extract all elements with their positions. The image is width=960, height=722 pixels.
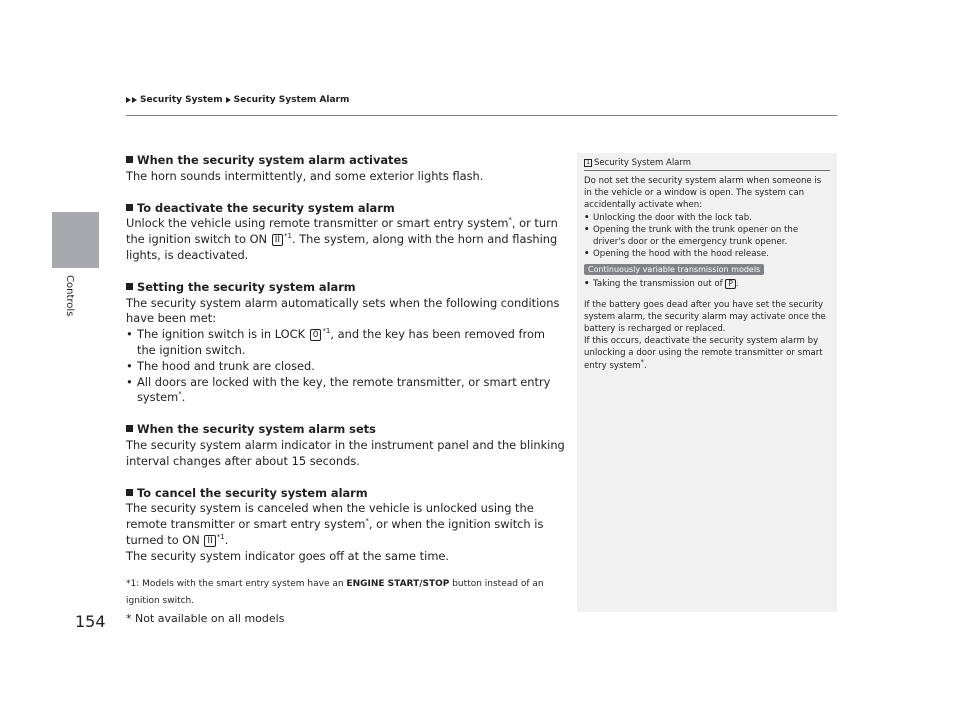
cvt-models-badge: Continuously variable transmission models	[584, 264, 764, 275]
reference-icon: 1	[584, 159, 592, 167]
paragraph: The security system alarm automatically sets when the following conditions have been met:	[126, 295, 560, 326]
list-item: • The hood and trunk are closed.	[126, 359, 566, 375]
page-number: 154	[75, 612, 106, 631]
park-key-icon: P	[725, 279, 736, 289]
paragraph: If the battery goes dead after you have set the security system alarm, the security alarm may activate once the battery is recharged or replaced.	[584, 299, 826, 335]
footnote: *1: Models with the smart entry system have an ENGINE START/STOP button instead of an ignition switch.	[126, 579, 544, 606]
paragraph: Do not set the security system alarm when someone is in the vehicle or a window is open. The system can accidentally activate when:	[584, 176, 822, 211]
section-heading: When the security system alarm sets	[126, 422, 566, 438]
section-tab	[52, 212, 99, 268]
breadcrumb-level2: Security System Alarm	[233, 95, 350, 105]
list-item: • Opening the trunk with the trunk opener on the driver's door or the emergency trunk opener.	[584, 224, 830, 248]
square-bullet-icon	[126, 204, 133, 211]
list-item: • Unlocking the door with the lock tab.	[584, 212, 830, 224]
header-divider	[126, 115, 837, 116]
breadcrumb-level1: Security System	[140, 95, 223, 105]
breadcrumb-arrow-icon	[126, 97, 138, 103]
paragraph: The security system is canceled when the vehicle is unlocked using the remote transmitter or smart entry system*, or when the ignition switch is turned to ON II $^{*1}$.	[126, 501, 544, 547]
square-bullet-icon	[126, 489, 133, 496]
list-item: • All doors are locked with the key, the remote transmitter, or smart entry system*.	[126, 375, 566, 407]
note-body	[584, 175, 830, 372]
section-label: Controls	[64, 275, 75, 317]
section-heading: Setting the security system alarm	[126, 280, 566, 296]
ignition-lock-key-icon: 0	[310, 329, 322, 341]
ignition-on-key-icon: II	[204, 535, 215, 547]
cvt-list	[584, 278, 830, 290]
availability-note: * Not available on all models	[126, 612, 285, 625]
breadcrumb-separator-icon	[226, 97, 231, 103]
square-bullet-icon	[126, 425, 133, 432]
list-item: • Opening the hood with the hood release.	[584, 248, 830, 260]
activation-list	[584, 212, 830, 261]
ignition-on-key-icon: II	[272, 234, 283, 246]
paragraph: The security system alarm indicator in the instrument panel and the blinking interval changes after about 15 seconds.	[126, 437, 565, 468]
list-item: • Taking the transmission out of P .	[584, 278, 830, 290]
section-heading: To deactivate the security system alarm	[126, 201, 566, 217]
section-heading: To cancel the security system alarm	[126, 486, 566, 502]
section-heading: When the security system alarm activates	[126, 153, 566, 169]
note-title: 1 Security System Alarm	[584, 158, 691, 168]
breadcrumb	[126, 95, 349, 105]
paragraph: Unlock the vehicle using remote transmitter or smart entry system*, or turn the ignition switch to ON II $^{*1}$. The system, along with the horn and flashing lights, is deactivated.	[126, 216, 558, 262]
conditions-list	[126, 327, 566, 406]
paragraph: The horn sounds intermittently, and some exterior lights flash.	[126, 168, 484, 183]
note-divider	[584, 170, 830, 171]
main-content	[126, 153, 566, 565]
paragraph: If this occurs, deactivate the security system alarm by unlocking a door using the remote transmitter or smart entry system*.	[584, 336, 823, 371]
paragraph: The security system indicator goes off at the same time.	[126, 548, 450, 563]
list-item: • The ignition switch is in LOCK 0 $^{*1}$, and the key has been removed from the ignition switch.	[126, 327, 566, 359]
square-bullet-icon	[126, 156, 133, 163]
sidebar-note-box	[577, 153, 837, 612]
square-bullet-icon	[126, 283, 133, 290]
